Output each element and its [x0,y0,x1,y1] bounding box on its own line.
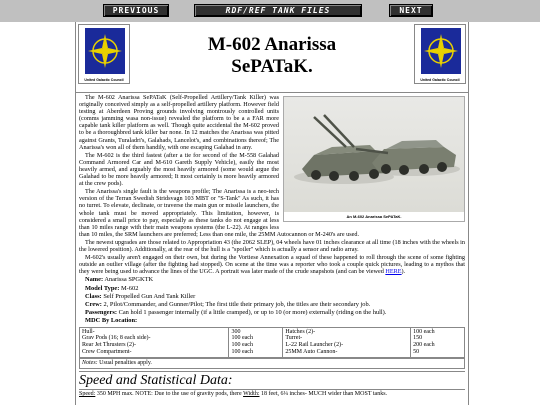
spec-mdc-heading [79,317,465,324]
speed-text: 350 MPH max. NOTE: Due to the use of gravity pods, there [96,391,242,398]
spec-label: Crew: [85,300,102,308]
paragraph-fault: The Anarissa's single fault is the weapons profile; The Anarissa is a neo-tech version of the Terran Swedish Stridsvagn 103 MBT or "S-Tank" As such, it has no turret. To elevate, declinate, or traverse the main gun or missile launchers, the whole tank must be moved appropriately. This limitation, however, is considered a small price to pay, especially as these tanks do not engage at less than 10 miles range with their main weapons systems (the L-22). At ranges less than 10 miles, the SRM launchers are preferred; Less than one mile, the 25MM Autocannon or M-240's are used. [79,188,359,238]
speed-section-title: Speed and Statistical Data: [79,371,465,389]
page-header [76,22,468,93]
speed-line [79,389,465,398]
mdc-label: L-22 Rail Launcher (2)- [285,342,344,349]
spec-class [79,293,465,300]
mdc-right-labels [283,327,411,358]
mdc-left-labels [80,327,229,358]
mdc-label: Crew Compartment- [82,349,132,356]
spec-passengers [79,309,465,316]
ugc-flag-icon [421,28,461,74]
spec-label: Name: [85,276,104,284]
notes-label: Notes: [82,360,98,367]
spec-label: MDC By Location: [85,317,138,325]
mdc-table [79,327,465,359]
tank-models-illustration [284,97,464,212]
width-text: 18 feet, 6¼ inches- MUCH wider than MOST tanks. [261,391,388,398]
spec-name [79,276,465,283]
tank-files-button[interactable]: RDF/REF TANK FILES [194,4,362,17]
mdc-left-values [229,327,283,358]
page-content [75,22,469,405]
mdc-right-values [411,327,465,358]
mdc-value: 100 each [413,328,435,335]
title-line-2: SePATaK. [231,56,313,77]
title-line-1: M-602 Anarissa [207,34,337,55]
tank-figure [283,96,465,222]
page-title [156,34,388,78]
width-label: Width: [243,391,260,398]
notes-text: Usual penalties apply. [99,360,152,367]
mdc-value: 150 [413,335,423,342]
mdc-value: 100 each [231,349,253,356]
spec-model-type [79,285,465,292]
mdc-label: 25MM Auto Cannon- [285,349,338,356]
spec-value: M-602 [121,284,139,292]
mythos-suffix: ). [401,268,406,276]
portrait-link[interactable]: HERE [385,268,402,276]
mdc-value: 300 [231,328,241,335]
mythos-text: M-602's usually aren't engaged on their own, but during the Vortiese Annexation a squad of these happened to roll through the scene of some fighting outside an outlier village (after the fighting had stopped). On scene at the time was a reporter who took a couple quick pictures, leading to a mythos that they were being used to advance the lines of the UGC. A portrait was later made of the crude snapshots (and can be viewed [79,254,465,276]
spec-value: 2, Pilot/Commander, and Gunner/Pilot; The first title their primary job, the titles are their secondary job. [103,300,371,308]
nav-bar [0,0,540,22]
mdc-value: 200 each [413,342,435,349]
paragraph-upgrades: The newest upgrades are those related to Appropriation 43 (the 2062 SLEP), 04 wheels have 01 inches clearance at all time (18 inches with the wheels in the lowered position). Additionally, at the rear of the hull is a "spoiler" which is actually a sensor and radio array. [79,238,465,253]
article-body [76,93,468,398]
next-button[interactable]: NEXT [389,4,433,17]
mdc-label: Hatches (2)- [285,328,316,335]
logo-caption: United Galactic Council [84,78,124,82]
mdc-label: Rear Jet Thrusters (2)- [82,342,137,349]
mdc-label: Hull- [82,328,95,335]
table-row [80,327,465,358]
spec-list [79,276,465,324]
logo-caption: United Galactic Council [420,78,460,82]
spec-value: Can hold 1 passenger internally (if a little cramped), or up to 10 (or more) externally (riding on the hull). [118,309,387,317]
mdc-label: Grav Pods (16; 8 each side)- [82,335,151,342]
spec-value: Anarissa SPGKTK [104,276,154,284]
spec-label: Passengers: [85,309,117,317]
mdc-value: 50 [413,349,420,356]
mdc-value: 100 each [231,335,253,342]
mdc-value: 100 each [231,342,253,349]
ugc-flag-icon [85,28,125,74]
ugc-logo-right [414,24,466,84]
spec-crew [79,301,465,308]
speed-label: Speed: [79,391,96,398]
paragraph-intro: The M-602 Anarissa SePATaK (Self-Propelled Artillery/Tank Killer) was originally conceived simply as a self-propelled artillery platform. However field testing at Aberdeen Proving grounds involving montrously controlled units (comms jamming wasa non-issue) revealed the platform to be a a FAR more capable tank killer platform as well. Though quite accidental the M-602 proved to be a thoroughbred tank killer bar none. In 12 matches the Anarissa was pitted against Grants, Turaladri's, Galahads, Lancelot's, and combinations thereof; The Anarissa's won all of them handily, with one escaping Galahad in any. [79,94,279,151]
notes-box [79,358,465,369]
paragraph-speed: The M-602 is the third fastest (after a tie for second of the M-558 Galahad Command Armored Car and M-610 Gareth Supply Vehicle), easily the most heavily armed, and arguably the most heavily armored (some would argue the Galahad to be more heavily armored; It most certainly is more heavily armored at the crew pods). [79,151,279,188]
paragraph-mythos [79,254,465,275]
previous-button[interactable]: PREVIOUS [103,4,169,17]
spec-label: Class: [85,292,102,300]
spec-value: Self Propelled Gun And Tank Killer [103,292,196,300]
tank-image [284,97,464,212]
ugc-logo-left [78,24,130,84]
figure-caption: An M-602 Anarissa SePATaK. [346,214,402,219]
spec-label: Model Type: [85,284,120,292]
mdc-label: Turret- [285,335,303,342]
